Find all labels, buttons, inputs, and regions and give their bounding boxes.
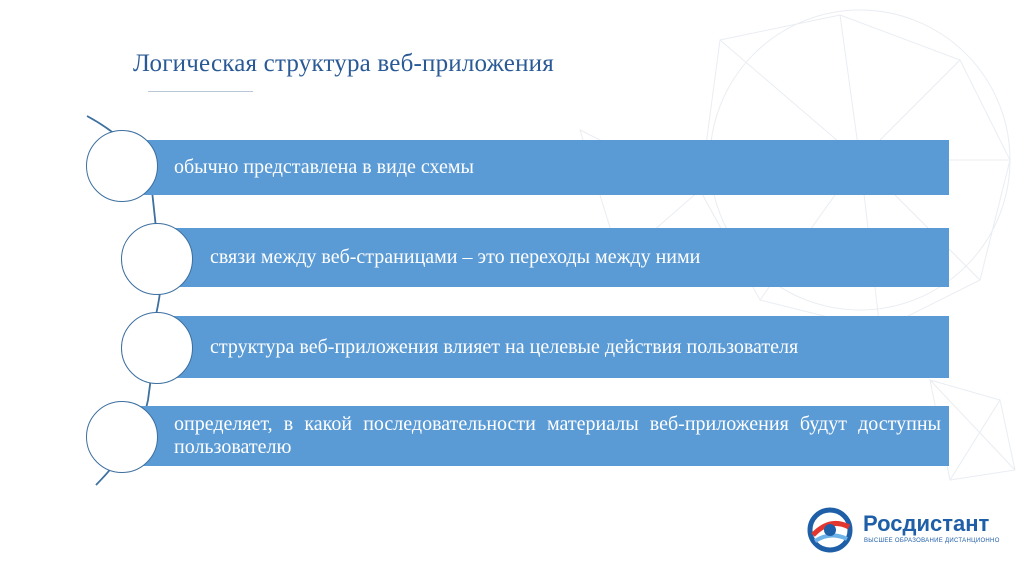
list-item-marker-circle (121, 312, 193, 384)
list-item-text: структура веб-приложения влияет на целевые действия пользователя (210, 335, 799, 358)
list-item-bar (158, 316, 949, 378)
list-item-marker-circle (86, 130, 158, 202)
rosdistant-swirl-icon (805, 505, 855, 555)
list-item-bar (120, 406, 949, 466)
brand-logo (805, 505, 1000, 555)
logo-name: Росдистант (863, 511, 990, 536)
list-item-text: связи между веб-страницами – это переходы между ними (210, 246, 701, 268)
title-underline (148, 91, 253, 92)
list-item-text: определяет, в какой последовательности материалы веб-приложения будут доступны пользователю (174, 413, 941, 458)
list-item-marker-circle (121, 223, 193, 295)
list-item-text: обычно представлена в виде схемы (174, 156, 474, 178)
slide-title: Логическая структура веб-приложения (133, 50, 554, 77)
list-item-bar (120, 140, 949, 195)
list-item-marker-circle (86, 401, 158, 473)
logo-tagline: ВЫСШЕЕ ОБРАЗОВАНИЕ ДИСТАНЦИОННО (864, 538, 1000, 544)
list-item-bar (158, 228, 949, 287)
